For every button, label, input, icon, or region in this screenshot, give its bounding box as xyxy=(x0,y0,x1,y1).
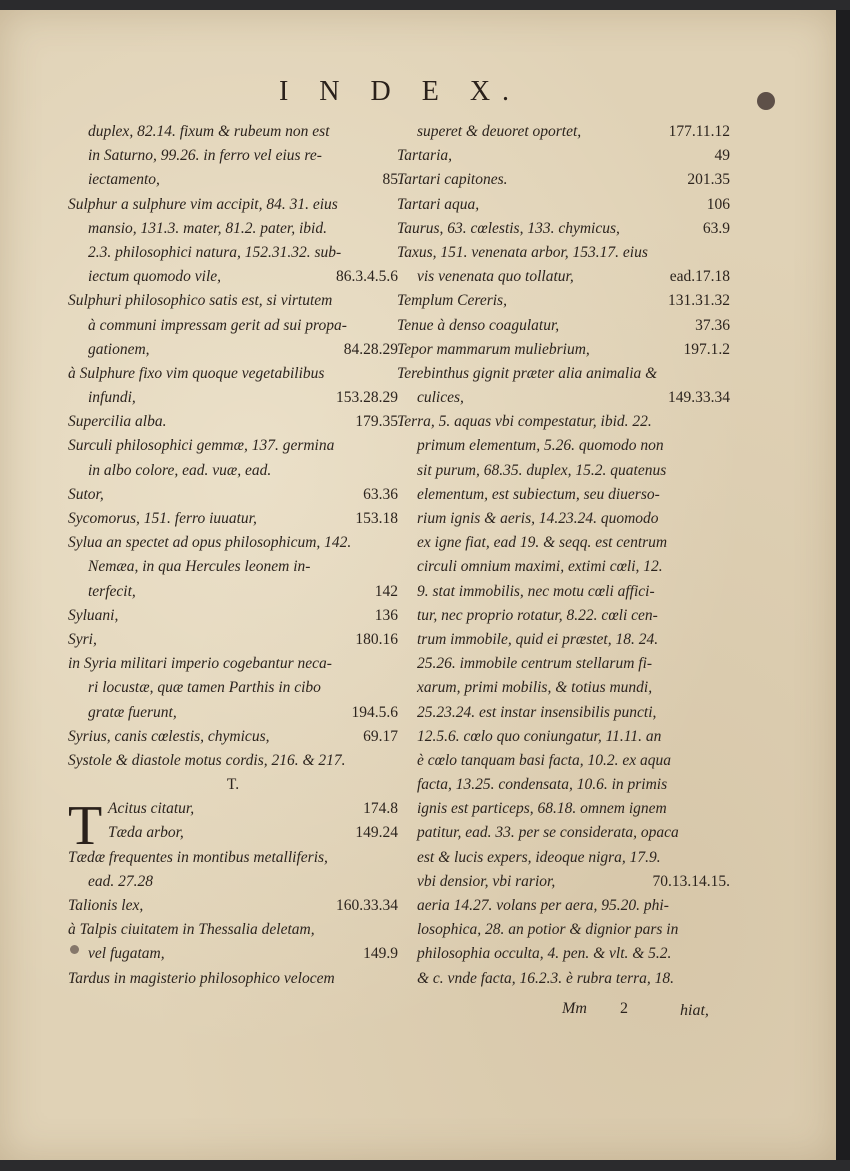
index-entry xyxy=(68,120,398,144)
index-entry xyxy=(397,725,730,749)
entry-text: infundi, xyxy=(88,389,136,407)
entry-text: Nemæa, in qua Hercules leonem in- xyxy=(88,558,311,576)
catchword: hiat, xyxy=(680,1002,709,1019)
entry-text: iectamento, xyxy=(88,171,160,189)
entry-reference: 106 xyxy=(706,195,730,213)
entry-text: Syri, xyxy=(68,630,97,648)
entry-text: in Saturno, 99.26. in ferro vel eius re- xyxy=(88,147,322,165)
entry-reference: 49 xyxy=(714,147,730,165)
ink-stain xyxy=(757,92,775,110)
right-index-column xyxy=(397,120,730,991)
entry-text: Sylua an spectet ad opus philosophicum, 142. xyxy=(68,534,352,552)
index-entry xyxy=(397,338,730,362)
entry-text: Syluani, xyxy=(68,606,119,624)
index-entry xyxy=(397,676,730,700)
entry-text: à Sulphure fixo vim quoque vegetabilibus xyxy=(68,364,325,382)
index-entry xyxy=(397,701,730,725)
entry-text: trum immobile, quid ei præstet, 18. 24. xyxy=(417,630,659,648)
entry-text: Taxus, 151. venenata arbor, 153.17. eius xyxy=(397,243,648,261)
entry-reference: 177.11.12 xyxy=(668,123,730,140)
entry-reference: 149.9 xyxy=(363,945,398,963)
entry-text: Tepor mammarum muliebrium, xyxy=(397,340,590,358)
entry-text: & c. vnde facta, 16.2.3. è rubra terra, 18. xyxy=(417,969,675,987)
index-entry xyxy=(397,652,730,676)
entry-reference: 194.5.6 xyxy=(351,703,398,721)
entry-text: 2.3. philosophici natura, 152.31.32. sub- xyxy=(88,243,342,261)
entry-text: in albo colore, ead. vuæ, ead. xyxy=(88,461,272,479)
index-entry xyxy=(68,289,398,313)
index-entry xyxy=(397,459,730,483)
index-entry xyxy=(397,555,730,579)
index-entry xyxy=(68,217,398,241)
drop-cap: T xyxy=(68,795,103,857)
index-entry xyxy=(397,362,730,386)
index-entry xyxy=(68,483,398,507)
entry-text: in Syria militari imperio cogebantur necа- xyxy=(68,655,332,673)
entry-text: ead. 27.28 xyxy=(88,872,154,890)
index-entry xyxy=(397,628,730,652)
entry-reference: 197.1.2 xyxy=(683,340,730,358)
page-heading: I N D E X. xyxy=(278,76,522,107)
page-edge-shadow xyxy=(836,10,850,1160)
entry-text: 9. stat immobilis, nec motu cœli affici- xyxy=(417,582,655,600)
entry-text: patitur, ead. 33. per se considerata, opaca xyxy=(417,824,679,842)
index-entry xyxy=(397,314,730,338)
entry-text: iectum quomodo vile, xyxy=(88,268,222,286)
entry-text: gationem, xyxy=(88,340,150,358)
entry-text: T. xyxy=(226,776,240,794)
entry-text: Tartari aqua, xyxy=(397,195,480,213)
entry-text: Tardus in magisterio philosophico velocem xyxy=(68,969,335,987)
index-entry xyxy=(397,894,730,918)
entry-text: vel fugatam, xyxy=(88,945,165,963)
index-entry xyxy=(397,483,730,507)
entry-text: circuli omnium maximi, extimi cœli, 12. xyxy=(417,558,663,576)
entry-reference: 160.33.34 xyxy=(336,897,398,914)
index-entry xyxy=(397,870,730,894)
index-entry xyxy=(397,265,730,289)
index-entry xyxy=(68,773,398,797)
index-entry xyxy=(68,531,398,555)
entry-reference: 131.31.32 xyxy=(668,292,730,310)
entry-text: terfecit, xyxy=(88,582,136,600)
index-entry xyxy=(68,338,398,362)
entry-reference: 153.18 xyxy=(355,510,398,527)
index-entry xyxy=(68,870,398,894)
index-entry xyxy=(68,676,398,700)
index-entry xyxy=(68,265,398,289)
entry-reference: 149.24 xyxy=(355,824,398,842)
entry-text: è cœlo tanquam basi facta, 10.2. ex aqua xyxy=(417,751,671,769)
entry-reference: 84.28.29 xyxy=(343,340,398,358)
ink-stain xyxy=(70,945,79,954)
entry-text: xarum, primi mobilis, & totius mundi, xyxy=(417,679,653,697)
entry-text: Taurus, 63. cœlestis, 133. chymicus, xyxy=(397,219,620,237)
index-entry xyxy=(397,797,730,821)
entry-text: Tartaria, xyxy=(397,147,452,165)
index-entry xyxy=(68,846,398,870)
index-entry xyxy=(68,749,398,773)
index-entry xyxy=(68,652,398,676)
entry-text: Surculi philosophici gemmæ, 137. germina xyxy=(68,437,335,455)
entry-reference: 201.35 xyxy=(687,171,730,189)
entry-text: elementum, est subiectum, seu diuerso- xyxy=(417,485,660,503)
entry-reference: 63.9 xyxy=(702,219,730,237)
index-entry xyxy=(397,289,730,313)
entry-reference: 69.17 xyxy=(363,727,398,745)
entry-text: superet & deuoret oportet, xyxy=(417,123,582,140)
entry-text: Terebinthus gignit præter alia animalia & xyxy=(397,364,658,382)
index-entry xyxy=(68,604,398,628)
index-entry xyxy=(397,168,730,192)
entry-text: Sutor, xyxy=(68,485,104,503)
index-entry xyxy=(68,314,398,338)
index-entry xyxy=(397,120,730,144)
entry-reference: 70.13.14.15. xyxy=(652,872,730,890)
entry-text: Syrius, canis cœlestis, chymicus, xyxy=(68,727,270,745)
entry-text: Sulphuri philosophico satis est, si virtutem xyxy=(68,292,333,310)
entry-reference: 180.16 xyxy=(355,630,398,648)
index-entry xyxy=(68,410,398,434)
entry-text: Systole & diastole motus cordis, 216. & 217. xyxy=(68,751,346,769)
index-entry xyxy=(68,144,398,168)
entry-text: Sycomorus, 151. ferro iuuatur, xyxy=(68,510,257,527)
index-entry xyxy=(397,918,730,942)
index-entry xyxy=(68,386,398,410)
entry-reference: ead.17.18 xyxy=(669,268,730,286)
index-entry xyxy=(68,725,398,749)
left-index-column xyxy=(68,120,398,991)
entry-text: ex igne fiat, ead 19. & seqq. est centrum xyxy=(417,534,668,552)
entry-text: rium ignis & aeris, 14.23.24. quomodo xyxy=(417,510,659,527)
index-entry xyxy=(68,434,398,458)
entry-text: Terra, 5. aquas vbi compestatur, ibid. 22. xyxy=(397,413,652,431)
entry-text: vbi densior, vbi rarior, xyxy=(417,872,556,890)
index-entry xyxy=(397,604,730,628)
index-entry xyxy=(68,918,398,942)
index-entry xyxy=(397,507,730,531)
entry-text: est & lucis expers, ideoque nigra, 17.9. xyxy=(417,848,661,866)
entry-text: philosophia occulta, 4. pen. & vlt. & 5.2. xyxy=(417,945,672,963)
index-entry xyxy=(68,628,398,652)
entry-reference: 37.36 xyxy=(695,316,730,334)
signature-mark: Mm xyxy=(562,1000,587,1017)
entry-text: facta, 13.25. condensata, 10.6. in primis xyxy=(417,776,668,794)
book-page xyxy=(0,10,836,1160)
index-entry xyxy=(68,168,398,192)
entry-reference: 136 xyxy=(374,606,398,624)
entry-reference: 174.8 xyxy=(363,800,398,818)
entry-text: 12.5.6. cœlo quo coniungatur, 11.11. an xyxy=(417,727,662,745)
entry-text: Tenue à denso coagulatur, xyxy=(397,316,560,334)
entry-text: Tæda arbor, xyxy=(108,824,184,842)
index-entry xyxy=(397,217,730,241)
index-entry xyxy=(397,144,730,168)
index-entry xyxy=(68,555,398,579)
entry-text: mansio, 131.3. mater, 81.2. pater, ibid. xyxy=(88,219,327,237)
entry-text: duplex, 82.14. fixum & rubeum non est xyxy=(88,123,330,140)
index-entry xyxy=(397,410,730,434)
index-entry xyxy=(397,241,730,265)
entry-reference: 153.28.29 xyxy=(336,389,398,407)
index-entry xyxy=(68,459,398,483)
entry-text: aeria 14.27. volans per aera, 95.20. phi- xyxy=(417,897,669,914)
entry-text: culices, xyxy=(417,389,464,407)
entry-text: à Talpis ciuitatem in Thessalia deletam, xyxy=(68,921,315,939)
index-entry xyxy=(397,386,730,410)
index-entry xyxy=(397,846,730,870)
index-entry xyxy=(68,942,398,966)
entry-text: Tædæ frequentes in montibus metalliferis, xyxy=(68,848,328,866)
entry-text: vis venenata quo tollatur, xyxy=(417,268,574,286)
index-entry xyxy=(68,821,398,845)
entry-text: losophica, 28. an potior & dignior pars in xyxy=(417,921,679,939)
entry-reference: 149.33.34 xyxy=(668,389,730,407)
index-entry xyxy=(68,362,398,386)
index-entry xyxy=(68,241,398,265)
entry-text: sit purum, 68.35. duplex, 15.2. quatenus xyxy=(417,461,667,479)
entry-text: gratæ fuerunt, xyxy=(88,703,177,721)
entry-reference: 179.35 xyxy=(355,413,398,431)
entry-text: Tartari capitones. xyxy=(397,171,508,189)
index-entry xyxy=(68,507,398,531)
index-entry xyxy=(68,797,398,821)
index-entry xyxy=(397,531,730,555)
entry-text: 25.23.24. est instar insensibilis puncti, xyxy=(417,703,657,721)
entry-reference: 63.36 xyxy=(363,485,398,503)
entry-text: Templum Cereris, xyxy=(397,292,507,310)
index-entry xyxy=(397,749,730,773)
index-entry xyxy=(397,967,730,991)
index-entry xyxy=(397,193,730,217)
index-entry xyxy=(68,894,398,918)
index-entry xyxy=(397,773,730,797)
entry-text: à communi impressam gerit ad sui propa- xyxy=(88,316,347,334)
entry-text: 25.26. immobile centrum stellarum fi- xyxy=(417,655,653,673)
index-entry xyxy=(68,701,398,725)
entry-text: Supercilia alba. xyxy=(68,413,167,431)
signature-number: 2 xyxy=(620,1000,628,1017)
index-entry xyxy=(397,434,730,458)
entry-text: Acitus citatur, xyxy=(108,800,195,818)
entry-text: tur, nec proprio rotatur, 8.22. cœli cen- xyxy=(417,606,658,624)
index-entry xyxy=(68,580,398,604)
index-entry xyxy=(397,580,730,604)
entry-text: ignis est particeps, 68.18. omnem ignem xyxy=(417,800,667,818)
index-entry xyxy=(397,821,730,845)
entry-text: Talionis lex, xyxy=(68,897,144,914)
entry-reference: 142 xyxy=(374,582,398,600)
entry-text: ri locustæ, quæ tamen Parthis in cibo xyxy=(88,679,321,697)
entry-text: primum elementum, 5.26. quomodo non xyxy=(417,437,664,455)
index-entry xyxy=(397,942,730,966)
index-entry xyxy=(68,193,398,217)
entry-reference: 86.3.4.5.6 xyxy=(336,268,398,286)
entry-text: Sulphur a sulphure vim accipit, 84. 31. eius xyxy=(68,195,338,213)
entry-reference: 85 xyxy=(382,171,398,189)
index-entry xyxy=(68,967,398,991)
